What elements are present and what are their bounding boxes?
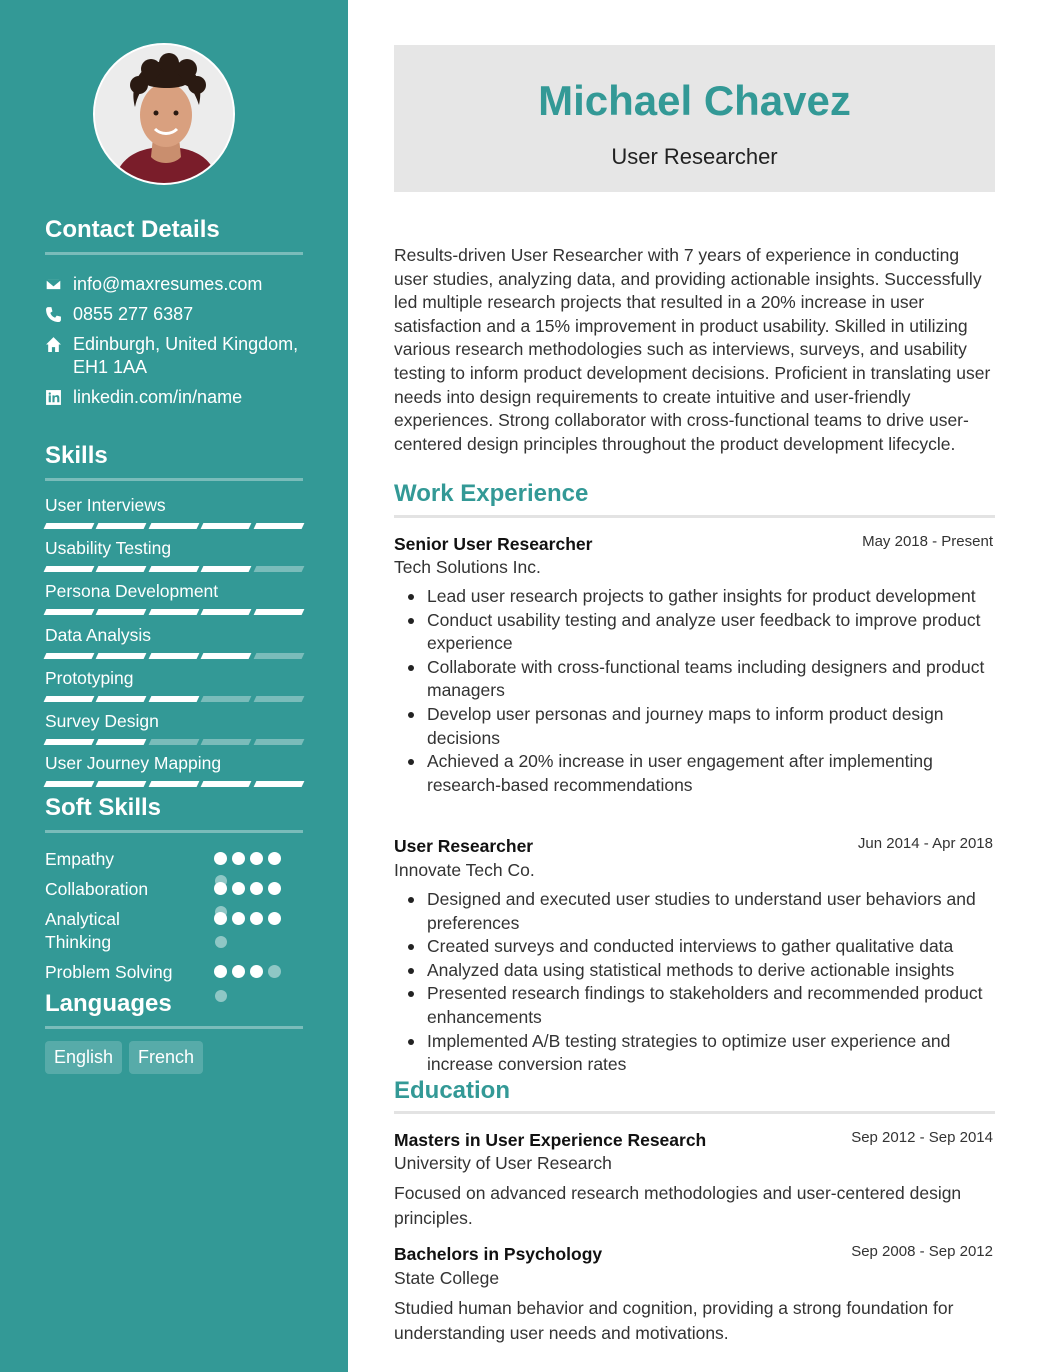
work-section-title: Work Experience xyxy=(394,480,589,507)
skill-level-bar xyxy=(45,739,303,745)
skill-level-segment xyxy=(44,566,95,572)
job-dates: May 2018 - Present xyxy=(862,533,993,550)
rating-dot xyxy=(268,852,281,865)
skill-level-segment xyxy=(201,696,252,702)
skills-divider xyxy=(45,478,303,481)
skill-level-segment xyxy=(44,523,95,529)
skill-level-bar xyxy=(45,609,303,615)
rating-dot xyxy=(232,912,245,925)
rating-dot xyxy=(250,965,263,978)
skill-level-bar xyxy=(45,653,303,659)
linkedin-text: linkedin.com/in/name xyxy=(73,387,243,407)
education-divider xyxy=(394,1111,995,1114)
work-divider xyxy=(394,515,995,518)
soft-skill-name: Analytical Thinking xyxy=(45,909,120,952)
language-chip: French xyxy=(129,1041,203,1074)
school-name: University of User Research xyxy=(394,1153,612,1173)
soft-skills-divider xyxy=(45,830,303,833)
list-item: Develop user personas and journey maps to inform product design decisions xyxy=(394,703,994,750)
soft-skill-rating xyxy=(214,965,281,978)
rating-dot xyxy=(232,882,245,895)
rating-dot xyxy=(250,912,263,925)
list-item: Designed and executed user studies to understand user behaviors and preferences xyxy=(394,888,994,935)
skill-level-segment xyxy=(96,609,147,615)
rating-dot-overflow xyxy=(215,936,227,948)
list-item: Achieved a 20% increase in user engagement after implementing research-based recommendations xyxy=(394,750,994,797)
skill-level-segment xyxy=(44,781,95,787)
rating-dot-overflow xyxy=(215,875,227,887)
list-item: Analyzed data using statistical methods to derive actionable insights xyxy=(394,959,994,983)
skill-level-segment xyxy=(96,653,147,659)
skill-level-segment xyxy=(253,566,304,572)
skill-level-bar xyxy=(45,523,303,529)
sidebar xyxy=(0,0,348,1372)
school-name: State College xyxy=(394,1268,500,1288)
contact-divider xyxy=(45,252,303,255)
job-title: Senior User Researcher xyxy=(394,534,593,554)
rating-dot xyxy=(250,852,263,865)
skill-level-segment xyxy=(44,609,95,615)
linkedin-icon xyxy=(45,386,73,409)
list-item: Lead user research projects to gather insights for product development xyxy=(394,585,994,609)
candidate-name: Michael Chavez xyxy=(538,77,851,124)
skill-level-segment xyxy=(253,523,304,529)
skill-level-segment xyxy=(96,523,147,529)
skill-name: Data Analysis xyxy=(45,625,152,645)
list-item: Presented research findings to stakeholders and recommended product enhancements xyxy=(394,982,994,1029)
rating-dot xyxy=(268,912,281,925)
phone-icon xyxy=(45,303,73,326)
address-line-1: Edinburgh, United Kingdom, xyxy=(73,334,299,354)
languages-section-title: Languages xyxy=(45,990,172,1017)
list-item: Created surveys and conducted interviews to gather qualitative data xyxy=(394,935,994,959)
language-chip: English xyxy=(45,1041,122,1074)
degree-dates: Sep 2008 - Sep 2012 xyxy=(851,1243,993,1260)
skill-level-segment xyxy=(96,566,147,572)
skill-level-segment xyxy=(253,696,304,702)
skill-level-bar xyxy=(45,566,303,572)
list-item: Conduct usability testing and analyze user feedback to improve product experience xyxy=(394,609,994,656)
skill-level-segment xyxy=(253,781,304,787)
skill-name: Survey Design xyxy=(45,711,159,731)
skill-name: User Journey Mapping xyxy=(45,753,222,773)
skill-level-segment xyxy=(201,523,252,529)
skill-name: Usability Testing xyxy=(45,538,172,558)
skill-level-segment xyxy=(201,566,252,572)
contact-email[interactable] xyxy=(45,273,262,296)
skill-level-segment xyxy=(201,653,252,659)
job-title: User Researcher xyxy=(394,836,534,856)
job-company: Tech Solutions Inc. xyxy=(394,557,541,577)
address-text xyxy=(73,333,298,379)
skill-level-segment xyxy=(201,739,252,745)
skill-level-bar xyxy=(45,696,303,702)
skill-level-segment xyxy=(148,696,199,702)
rating-dot xyxy=(232,852,245,865)
soft-skill-name: Problem Solving xyxy=(45,962,173,982)
rating-dot xyxy=(214,965,227,978)
contact-linkedin[interactable] xyxy=(45,386,242,409)
skill-level-segment xyxy=(148,566,199,572)
soft-skills-section-title: Soft Skills xyxy=(45,794,162,821)
skill-level-bar xyxy=(45,781,303,787)
skill-level-segment xyxy=(96,781,147,787)
rating-dot xyxy=(268,882,281,895)
skill-level-segment xyxy=(253,739,304,745)
degree-title: Masters in User Experience Research xyxy=(394,1130,707,1150)
skill-level-segment xyxy=(44,739,95,745)
skill-level-segment xyxy=(44,696,95,702)
skill-name: User Interviews xyxy=(45,495,166,515)
list-item: Collaborate with cross-functional teams including designers and product managers xyxy=(394,656,994,703)
job-company: Innovate Tech Co. xyxy=(394,860,535,880)
skill-level-segment xyxy=(201,781,252,787)
envelope-icon xyxy=(45,273,73,296)
soft-skill-name: Empathy xyxy=(45,849,115,869)
home-icon xyxy=(45,333,73,356)
degree-title: Bachelors in Psychology xyxy=(394,1244,603,1264)
rating-dot xyxy=(268,965,281,978)
skill-level-segment xyxy=(148,653,199,659)
avatar xyxy=(93,43,235,185)
contact-address xyxy=(45,333,298,379)
rating-dot-overflow xyxy=(215,906,227,918)
degree-dates: Sep 2012 - Sep 2014 xyxy=(851,1129,993,1146)
skill-level-segment xyxy=(201,609,252,615)
candidate-role: User Researcher xyxy=(611,144,778,169)
skill-name: Persona Development xyxy=(45,581,219,601)
skills-section-title: Skills xyxy=(45,442,108,469)
languages-divider xyxy=(45,1026,303,1029)
address-line-2: EH1 1AA xyxy=(73,357,148,377)
phone-text: 0855 277 6387 xyxy=(73,304,194,324)
skill-level-segment xyxy=(148,523,199,529)
skill-level-segment xyxy=(148,609,199,615)
rating-dot-overflow xyxy=(215,990,227,1002)
rating-dot xyxy=(214,852,227,865)
email-text: info@maxresumes.com xyxy=(73,274,263,294)
header-banner xyxy=(394,45,995,192)
job-bullets xyxy=(394,888,994,1077)
skill-level-segment xyxy=(44,653,95,659)
summary-paragraph: Results-driven User Researcher with 7 years of experience in conducting user studies, analyzing data, and providing actionable insights. Successfully led multiple research projects that resulted in a 20% increase in user satisfaction and a 15% improvement in product usability. Skilled in utilizing various research methodologies such as interviews, surveys, and usability testing to inform product development decisions. Proficient in translating user needs into design requirements to create intuitive and user-friendly experiences. Strong collaborator with cross-functional teams to drive user-centered design principles throughout the product development lifecycle. xyxy=(394,245,991,454)
rating-dot xyxy=(250,882,263,895)
soft-skill-name: Collaboration xyxy=(45,879,149,899)
rating-dot xyxy=(232,965,245,978)
soft-skill-rating xyxy=(214,852,281,865)
contact-phone[interactable] xyxy=(45,303,193,326)
list-item: Implemented A/B testing strategies to optimize user experience and increase conversion rates xyxy=(394,1030,994,1077)
skill-name: Prototyping xyxy=(45,668,134,688)
profile-photo xyxy=(95,45,235,185)
skill-level-segment xyxy=(148,739,199,745)
job-dates: Jun 2014 - Apr 2018 xyxy=(857,835,993,852)
contact-section-title: Contact Details xyxy=(45,216,220,243)
skill-level-segment xyxy=(96,739,147,745)
job-bullets xyxy=(394,585,994,797)
degree-description: Focused on advanced research methodologies and user-centered design principles. xyxy=(394,1183,962,1228)
skill-level-segment xyxy=(96,696,147,702)
skill-level-segment xyxy=(253,609,304,615)
education-section-title: Education xyxy=(394,1077,511,1104)
skill-level-segment xyxy=(253,653,304,659)
degree-description: Studied human behavior and cognition, providing a strong foundation for understanding user needs and motivations. xyxy=(394,1298,954,1343)
skill-level-segment xyxy=(148,781,199,787)
